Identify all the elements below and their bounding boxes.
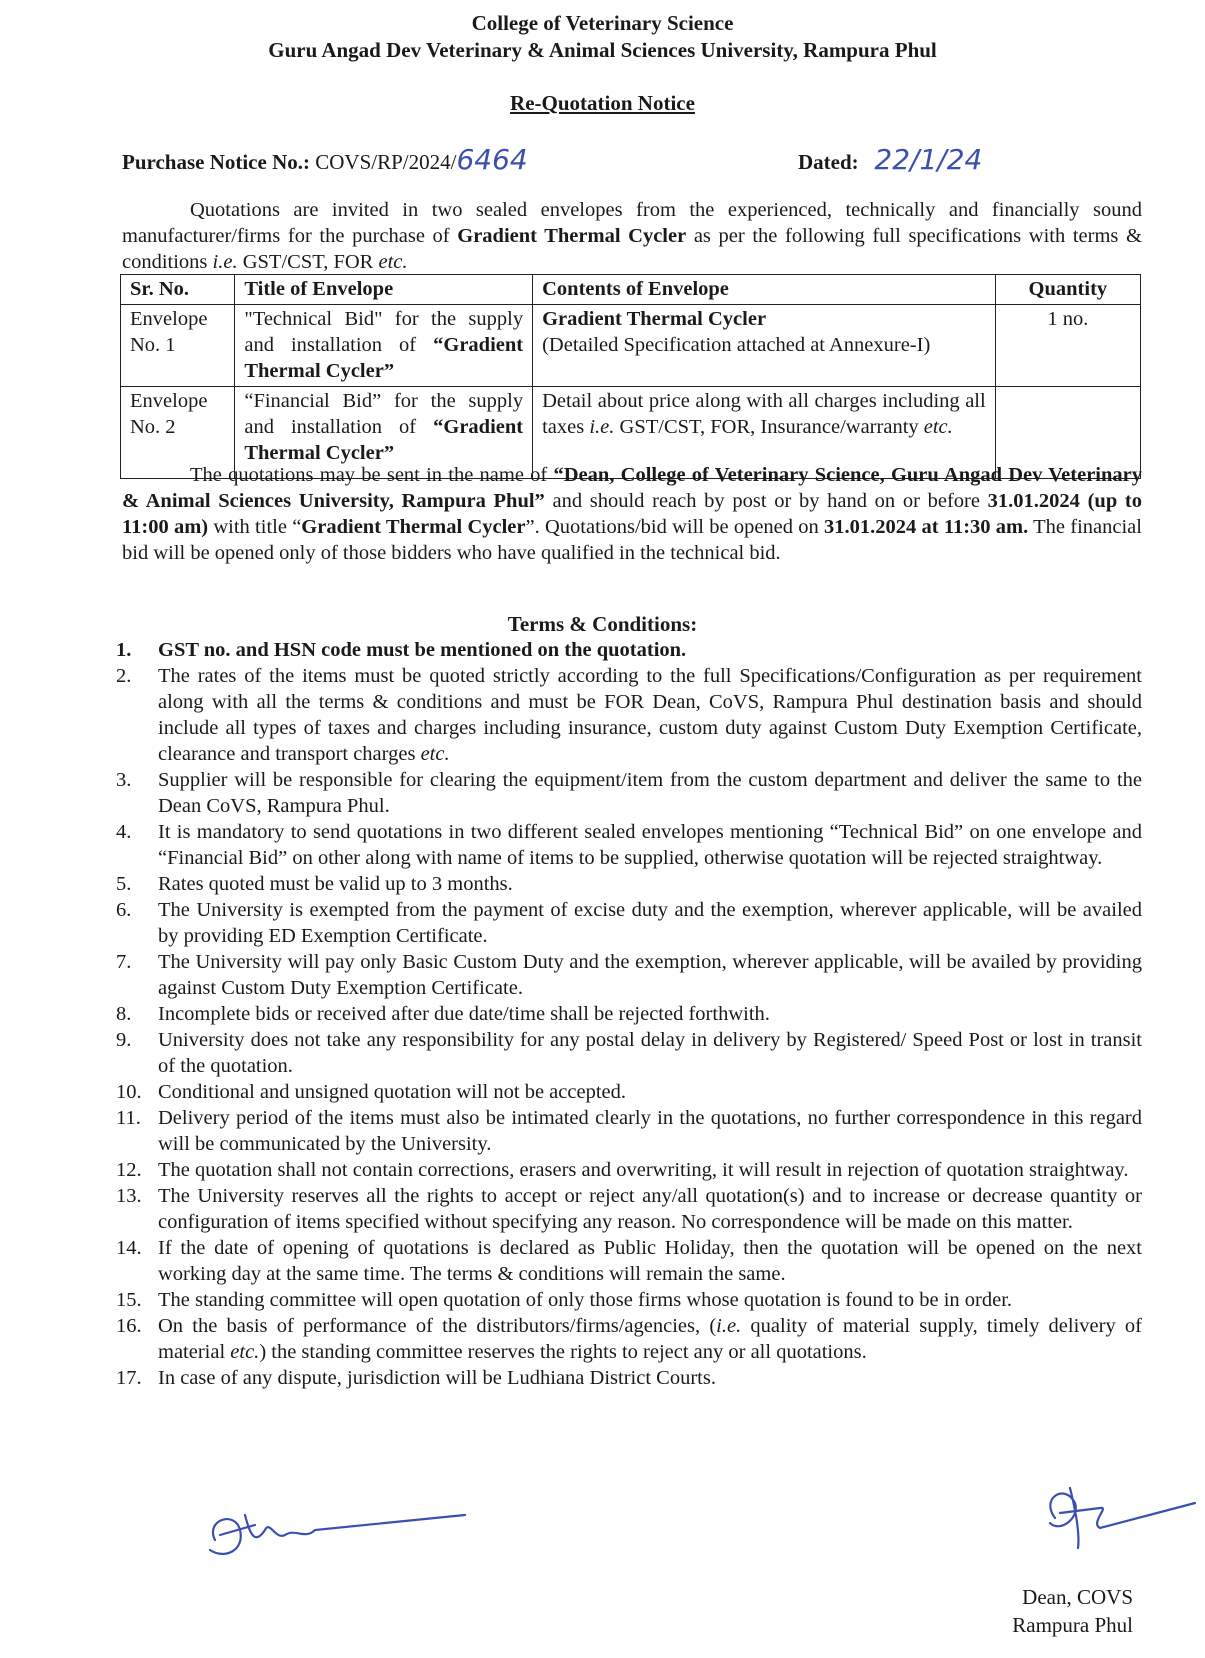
column-header: Sr. No. [121, 275, 235, 305]
dated-label: Dated: [798, 150, 859, 174]
purchase-notice-label: Purchase Notice No.: [122, 150, 310, 174]
list-item: 3. Supplier will be responsible for clearing the equipment/item from the custom department and deliver the same to the Dean CoVS, Rampura Phul. [116, 769, 1142, 817]
list-item: 12. The quotation shall not contain corrections, erasers and overwriting, it will result in rejection of quotation straightway. [116, 1159, 1129, 1181]
purchase-notice-ref: COVS/RP/2024/ [315, 150, 457, 174]
intro-paragraph: Quotations are invited in two sealed envelopes from the experienced, technically and financially sound manufacturer/firms for the purchase of Gradient Thermal Cycler as per the following full specifications with terms & conditions i.e. GST/CST, FOR etc. [122, 199, 1142, 273]
notice-title: Re-Quotation Notice [510, 91, 695, 115]
list-item: 5. Rates quoted must be valid up to 3 months. [116, 873, 513, 895]
list-item: 4. It is mandatory to send quotations in two different sealed envelopes mentioning “Technical Bid” on one envelope and “Financial Bid” on other along with name of items to be supplied, otherwise quotation will be rejected straightway. [116, 821, 1142, 869]
table-header-row [121, 275, 1141, 305]
college-name: College of Veterinary Science [471, 11, 734, 35]
envelope-contents: Detail about price along with all charges including all taxes i.e. GST/CST, FOR, Insurance/warranty etc. [533, 387, 996, 479]
envelope-title: "Technical Bid" for the supply and installation of “Gradient Thermal Cycler” [235, 305, 533, 387]
envelope-table [120, 274, 1141, 479]
envelope-sr: Envelope No. 2 [121, 387, 235, 479]
signatory-place: Rampura Phul [1012, 1613, 1133, 1637]
list-item: 7. The University will pay only Basic Custom Duty and the exemption, wherever applicable, will be availed by providing against Custom Duty Exemption Certificate. [116, 951, 1142, 999]
envelope-sr: Envelope No. 1 [121, 305, 235, 387]
purchase-notice-number [122, 143, 528, 176]
notice-date [798, 143, 982, 176]
envelope-quantity: 1 no. [995, 305, 1140, 387]
handwritten-date: 22/1/24 [874, 143, 983, 176]
handwritten-notice-number: 6464 [456, 143, 528, 176]
list-item: 8. Incomplete bids or received after due date/time shall be rejected forthwith. [116, 1003, 770, 1025]
university-name: Guru Angad Dev Veterinary & Animal Sciences University, Rampura Phul [268, 38, 937, 62]
list-item: 1. GST no. and HSN code must be mentioned on the quotation. [116, 639, 687, 661]
item-name: Gradient Thermal Cycler [457, 225, 687, 247]
signatory-block [990, 1583, 1133, 1639]
envelope-title: “Financial Bid” for the supply and installation of “Gradient Thermal Cycler” [235, 387, 533, 479]
list-item: 15. The standing committee will open quotation of only those firms whose quotation is found to be in order. [116, 1289, 1013, 1311]
signature-left [195, 1500, 475, 1570]
list-item: 11. Delivery period of the items must also be intimated clearly in the quotations, no further correspondence in this regard will be communicated by the University. [116, 1107, 1142, 1155]
column-header: Quantity [995, 275, 1140, 305]
table-row [121, 305, 1141, 387]
list-item: 14. If the date of opening of quotations is declared as Public Holiday, then the quotation will be opened on the next working day at the same time. The terms & conditions will remain the same. [116, 1237, 1142, 1285]
list-item: 13. The University reserves all the rights to accept or reject any/all quotation(s) and to increase or decrease quantity or configuration of items specified without specifying any reason. No correspondence will be made on this matter. [116, 1185, 1142, 1233]
list-item: 16. On the basis of performance of the distributors/firms/agencies, (i.e. quality of material supply, timely delivery of material etc.) the standing committee reserves the rights to reject any or all quotations. [116, 1315, 1142, 1363]
signature-right [1030, 1478, 1200, 1558]
list-item: 17. In case of any dispute, jurisdiction will be Ludhiana District Courts. [116, 1367, 716, 1389]
column-header: Contents of Envelope [533, 275, 996, 305]
column-header: Title of Envelope [235, 275, 533, 305]
list-item: 10. Conditional and unsigned quotation will not be accepted. [116, 1081, 626, 1103]
submission-paragraph: The quotations may be sent in the name of “Dean, College of Veterinary Science, Guru Angad Dev Veterinary & Animal Sciences University, Rampura Phul” and should reach by post or by hand on or before 31.01.2024 (up to 11:00 am) with title “Gradient Thermal Cycler”. Quotations/bid will be opened on 31.01.2024 at 11:30 am. The financial bid will be opened only of those bidders who have qualified in the technical bid. [122, 464, 1142, 564]
list-item: 6. The University is exempted from the payment of excise duty and the exemption, wherever applicable, will be availed by providing ED Exemption Certificate. [116, 899, 1142, 947]
list-item: 2. The rates of the items must be quoted strictly according to the full Specifications/Configuration as per requirement along with all the terms & conditions and must be FOR Dean, CoVS, Rampura Phul destination basis and should include all types of taxes and charges including insurance, custom duty against Custom Duty Exemption Certificate, clearance and transport charges etc. [116, 665, 1142, 765]
terms-title: Terms & Conditions: [507, 612, 698, 636]
signatory-title: Dean, COVS [1022, 1585, 1133, 1609]
terms-list [116, 637, 1142, 1391]
envelope-contents: Gradient Thermal Cycler (Detailed Specification attached at Annexure-I) [533, 305, 996, 387]
list-item: 9. University does not take any responsibility for any postal delay in delivery by Registered/ Speed Post or lost in transit of the quotation. [116, 1029, 1142, 1077]
